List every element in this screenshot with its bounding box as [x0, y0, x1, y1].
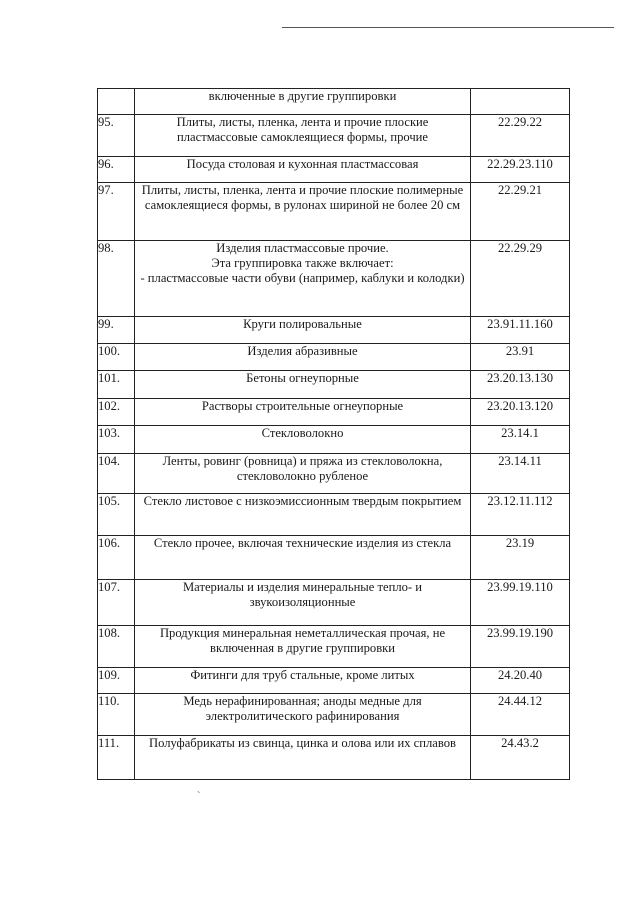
row-description: Плиты, листы, пленка, лента и прочие плоские полимерные самоклеящиеся формы, в рулонах шириной не более 20 см: [135, 183, 471, 241]
row-description: Материалы и изделия минеральные тепло- и звукоизоляционные: [135, 580, 471, 626]
table-row: [98, 736, 570, 780]
row-description: Плиты, листы, пленка, лента и прочие плоские пластмассовые самоклеящиеся формы, прочие: [135, 115, 471, 157]
row-code: 24.43.2: [471, 736, 570, 780]
row-number: 96.: [98, 157, 135, 183]
row-description: Изделия пластмассовые прочие. Эта группировка также включает: - пластмассовые части обуви (например, каблуки и колодки): [135, 241, 471, 317]
row-number: 105.: [98, 494, 135, 536]
row-code: 22.29.22: [471, 115, 570, 157]
row-description: Посуда столовая и кухонная пластмассовая: [135, 157, 471, 183]
table-row: [98, 399, 570, 426]
row-description: Стекло прочее, включая технические изделия из стекла: [135, 536, 471, 580]
table-row: [98, 536, 570, 580]
row-description: Изделия абразивные: [135, 344, 471, 371]
row-code: 24.20.40: [471, 668, 570, 694]
row-code: 23.91: [471, 344, 570, 371]
row-description: Фитинги для труб стальные, кроме литых: [135, 668, 471, 694]
row-number: 95.: [98, 115, 135, 157]
row-description: Ленты, ровинг (ровница) и пряжа из стекловолокна, стекловолокно рубленое: [135, 454, 471, 494]
row-code: 23.12.11.112: [471, 494, 570, 536]
row-number: 97.: [98, 183, 135, 241]
row-code: 22.29.23.110: [471, 157, 570, 183]
row-description: Растворы строительные огнеупорные: [135, 399, 471, 426]
row-number: 109.: [98, 668, 135, 694]
row-code: 23.20.13.130: [471, 371, 570, 399]
row-description: Медь нерафинированная; аноды медные для электролитического рафинирования: [135, 694, 471, 736]
row-code: 23.14.1: [471, 426, 570, 454]
classification-table: [97, 88, 570, 780]
row-number: 100.: [98, 344, 135, 371]
row-code: 24.44.12: [471, 694, 570, 736]
row-number: 110.: [98, 694, 135, 736]
table-row: [98, 241, 570, 317]
table-row: [98, 317, 570, 344]
row-description: Бетоны огнеупорные: [135, 371, 471, 399]
row-number: 98.: [98, 241, 135, 317]
table-row: [98, 454, 570, 494]
row-code: 22.29.29: [471, 241, 570, 317]
table-body: [98, 89, 570, 780]
row-code: 23.19: [471, 536, 570, 580]
table-row: [98, 694, 570, 736]
row-number: 111.: [98, 736, 135, 780]
row-code: 22.29.21: [471, 183, 570, 241]
table-row: [98, 494, 570, 536]
row-description: Стекло листовое с низкоэмиссионным твердым покрытием: [135, 494, 471, 536]
table-row: [98, 183, 570, 241]
row-number: 103.: [98, 426, 135, 454]
row-number: 104.: [98, 454, 135, 494]
table-row: [98, 371, 570, 399]
row-number: 106.: [98, 536, 135, 580]
row-number: 108.: [98, 626, 135, 668]
top-rule: [282, 27, 614, 28]
row-code: 23.20.13.120: [471, 399, 570, 426]
table-row: [98, 344, 570, 371]
table-row: [98, 157, 570, 183]
row-description: Полуфабрикаты из свинца, цинка и олова или их сплавов: [135, 736, 471, 780]
stray-mark: `: [197, 791, 201, 802]
row-code: 23.14.11: [471, 454, 570, 494]
row-code: 23.99.19.190: [471, 626, 570, 668]
table-row: [98, 426, 570, 454]
row-code: [471, 89, 570, 115]
table-row: [98, 89, 570, 115]
row-description: Стекловолокно: [135, 426, 471, 454]
row-description: Круги полировальные: [135, 317, 471, 344]
row-number: 99.: [98, 317, 135, 344]
table-row: [98, 115, 570, 157]
row-number: [98, 89, 135, 115]
row-description: Продукция минеральная неметаллическая прочая, не включенная в другие группировки: [135, 626, 471, 668]
row-number: 101.: [98, 371, 135, 399]
row-number: 107.: [98, 580, 135, 626]
table-row: [98, 580, 570, 626]
row-number: 102.: [98, 399, 135, 426]
table-row: [98, 668, 570, 694]
row-code: 23.99.19.110: [471, 580, 570, 626]
row-description: включенные в другие группировки: [135, 89, 471, 115]
table-row: [98, 626, 570, 668]
row-code: 23.91.11.160: [471, 317, 570, 344]
